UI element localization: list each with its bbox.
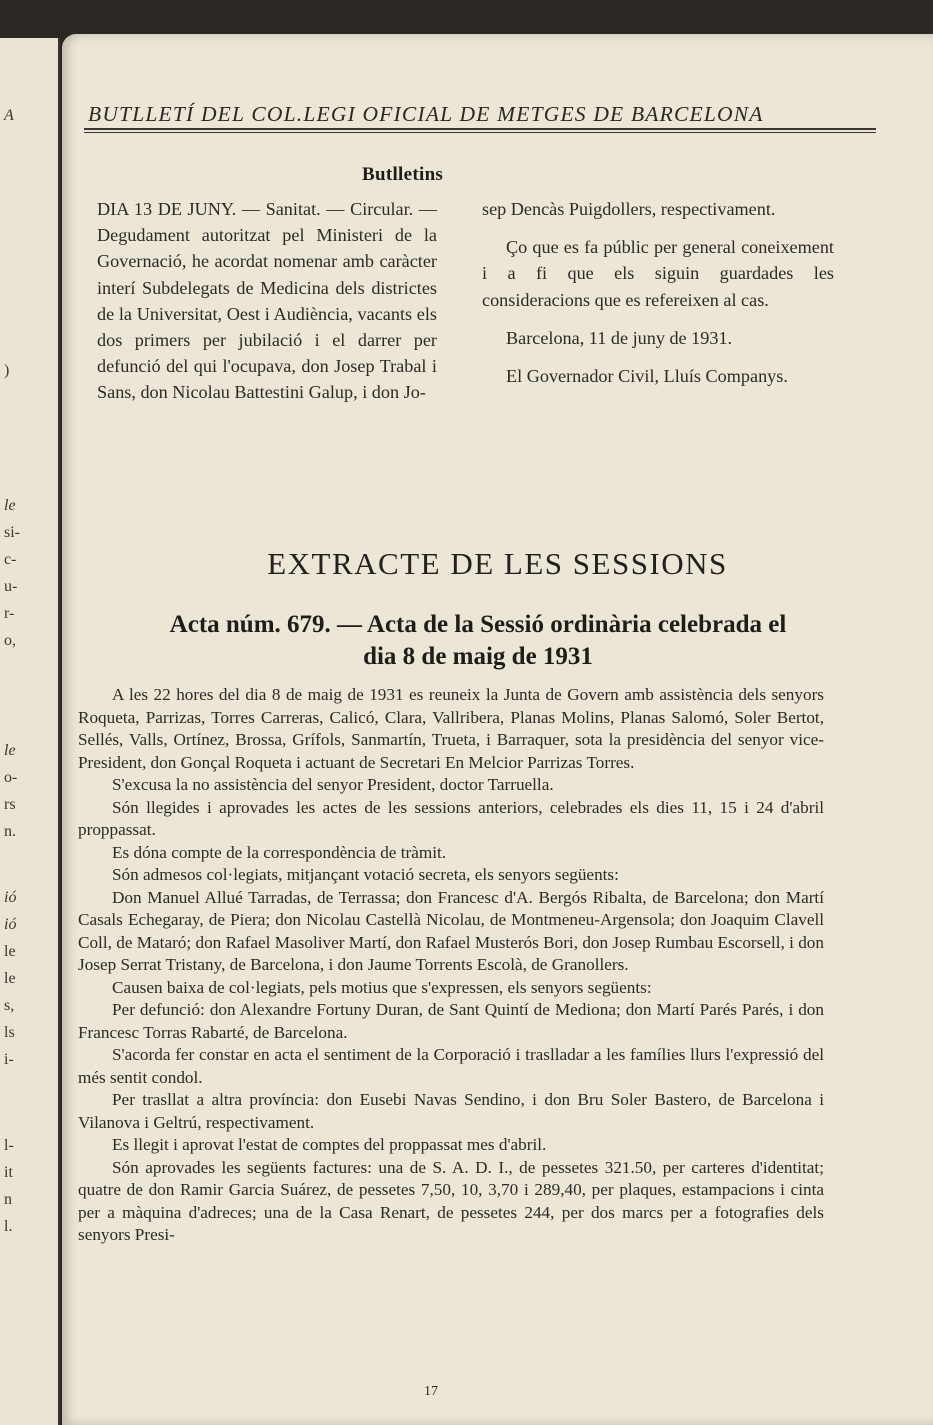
acta-title	[78, 609, 878, 673]
left-page-fragment: le	[4, 742, 16, 759]
butlletins-right-paragraph: Ço que es fa públic per general coneixement i a fi que els siguin guardades les consideracions que es refereixen al cas.	[482, 237, 834, 310]
document-page	[62, 34, 933, 1425]
left-page-fragment: o,	[4, 632, 16, 649]
acta-paragraph: S'excusa la no assistència del senyor President, doctor Tarruella.	[112, 775, 554, 794]
butlletins-left-column	[97, 196, 437, 406]
acta-title-line: Acta núm. 679. — Acta de la Sessió ordinària celebrada el	[169, 611, 787, 638]
butlletins-signature: El Governador Civil, Lluís Companys.	[506, 366, 788, 387]
left-page-fragment: c-	[4, 551, 17, 568]
acta-paragraph: Causen baixa de col·legiats, pels motius que s'expressen, els senyors següents:	[112, 977, 652, 997]
acta-paragraph: Són llegides i aprovades les actes de les sessions anteriors, celebrades els dies 11, 15 i 24 d'abril proppassat.	[78, 797, 824, 839]
left-page-fragment: ls	[4, 1024, 15, 1041]
left-page-fragment: i-	[4, 1051, 14, 1068]
butlletins-right-column	[482, 196, 834, 401]
butlletins-title: Butlletins	[362, 164, 444, 185]
left-page-fragment: l-	[4, 1137, 14, 1154]
butlletins-date-line: Barcelona, 11 de juny de 1931.	[506, 327, 733, 348]
left-page-fragment: s,	[4, 997, 15, 1014]
acta-paragraph: Es dóna compte de la correspondència de tràmit.	[112, 842, 447, 862]
acta-paragraph: S'acorda fer constar en acta el sentiment de la Corporació i traslladar a les famílies llurs l'expressió del més sentit condol.	[78, 1045, 824, 1087]
left-page-fragment: ió	[4, 889, 17, 906]
acta-paragraph: Per trasllat a altra província: don Eusebi Navas Sendino, i don Bru Soler Bastero, de Barcelona i Vilanova i Geltrú, respectivament.	[78, 1090, 824, 1132]
left-page-fragment: u-	[4, 578, 18, 595]
left-page-fragment: it	[4, 1164, 13, 1181]
left-page-fragment: ió	[4, 916, 17, 933]
page-number: 17	[424, 1384, 438, 1399]
left-page-fragment: r-	[4, 605, 15, 622]
left-page-fragment: n.	[4, 823, 16, 840]
left-page-fragment: A	[4, 107, 14, 124]
acta-paragraph: Es llegit i aprovat l'estat de comptes del proppassat mes d'abril.	[112, 1135, 547, 1154]
acta-paragraph: A les 22 hores del dia 8 de maig de 1931 es reuneix la Junta de Govern amb assistència dels senyors Roqueta, Parrizas, Torres Carreras, Calicó, Clara, Vallribera, Planas Molins, Planas Salomó, Soler Bertot, Sellés, Valls, Ortínez, Brossa, Grífols, Sanmartín, Trueta, i Barraquer, sota la presidència del senyor vice-President, don Gonçal Roqueta i actuant de Secretari En Melcior Parrizas Torres.	[78, 685, 824, 772]
acta-paragraph: Són admesos col·legiats, mitjançant votació secreta, els senyors següents:	[112, 865, 619, 884]
butlletins-left-paragraph: DIA 13 DE JUNY. — Sanitat. — Circular. — Degudament autoritzat pel Ministeri de la Governació, he acordat nomenar amb caràcter interí Subdelegats de Medicina dels districtes de la Universitat, Oest i Audiència, vacants els dos primers per jubilació i el darrer per defunció del qui l'ocupava, don Josep Trabal i Sans, don Nicolau Battestini Galup, i don Jo-	[97, 199, 437, 403]
acta-paragraph: Don Manuel Allué Tarradas, de Terrassa; don Francesc d'A. Bergós Ribalta, de Barcelona; don Martí Casals Echegaray, de Piera; don Nicolau Castellà Nicolau, de Montmeneu-Argensola; don Joaquim Clavell Coll, de Mataró; don Rafael Masoliver Martí, don Rafael Musterós Bori, don Josep Rumbau Escorsell, i don Josep Serrat Tristany, de Barcelona, i don Jaume Torrents Escolà, de Granollers.	[78, 887, 824, 974]
adjacent-page-edge	[0, 38, 60, 1425]
butlletins-right-paragraph: sep Dencàs Puigdollers, respectivament.	[482, 199, 776, 219]
left-page-fragment: le	[4, 970, 16, 987]
header-rule	[84, 128, 876, 130]
left-page-fragment: le	[4, 497, 16, 514]
left-page-fragment: si-	[4, 524, 20, 541]
left-page-fragment: o-	[4, 769, 18, 786]
left-page-fragment: l.	[4, 1218, 13, 1235]
left-page-fragment: rs	[4, 796, 16, 813]
running-head: BUTLLETÍ DEL COL.LEGI OFICIAL DE METGES DE BARCELONA	[88, 102, 764, 126]
extracte-title: EXTRACTE DE LES SESSIONS	[267, 546, 728, 581]
acta-body	[78, 684, 824, 1247]
left-page-fragment: n	[4, 1191, 12, 1208]
acta-title-line: dia 8 de maig de 1931	[363, 643, 593, 670]
header-rule-thin	[84, 132, 876, 133]
left-page-fragment: )	[4, 362, 10, 379]
acta-paragraph: Per defunció: don Alexandre Fortuny Duran, de Sant Quintí de Mediona; don Martí Parés Parés, i don Francesc Torras Rabarté, de Barcelona.	[78, 1000, 824, 1042]
left-page-fragment: le	[4, 943, 16, 960]
acta-paragraph: Són aprovades les següents factures: una de S. A. D. I., de pessetes 321.50, per carteres d'identitat; quatre de don Ramir Garcia Suárez, de pessetes 7,50, 10, 3,70 i 289,40, per plaques, estampacions i cinta per a màquina d'adreces; una de la Casa Renart, de pessetes 244, per dos marcs per a fotografies dels senyors Presi-	[78, 1157, 824, 1244]
